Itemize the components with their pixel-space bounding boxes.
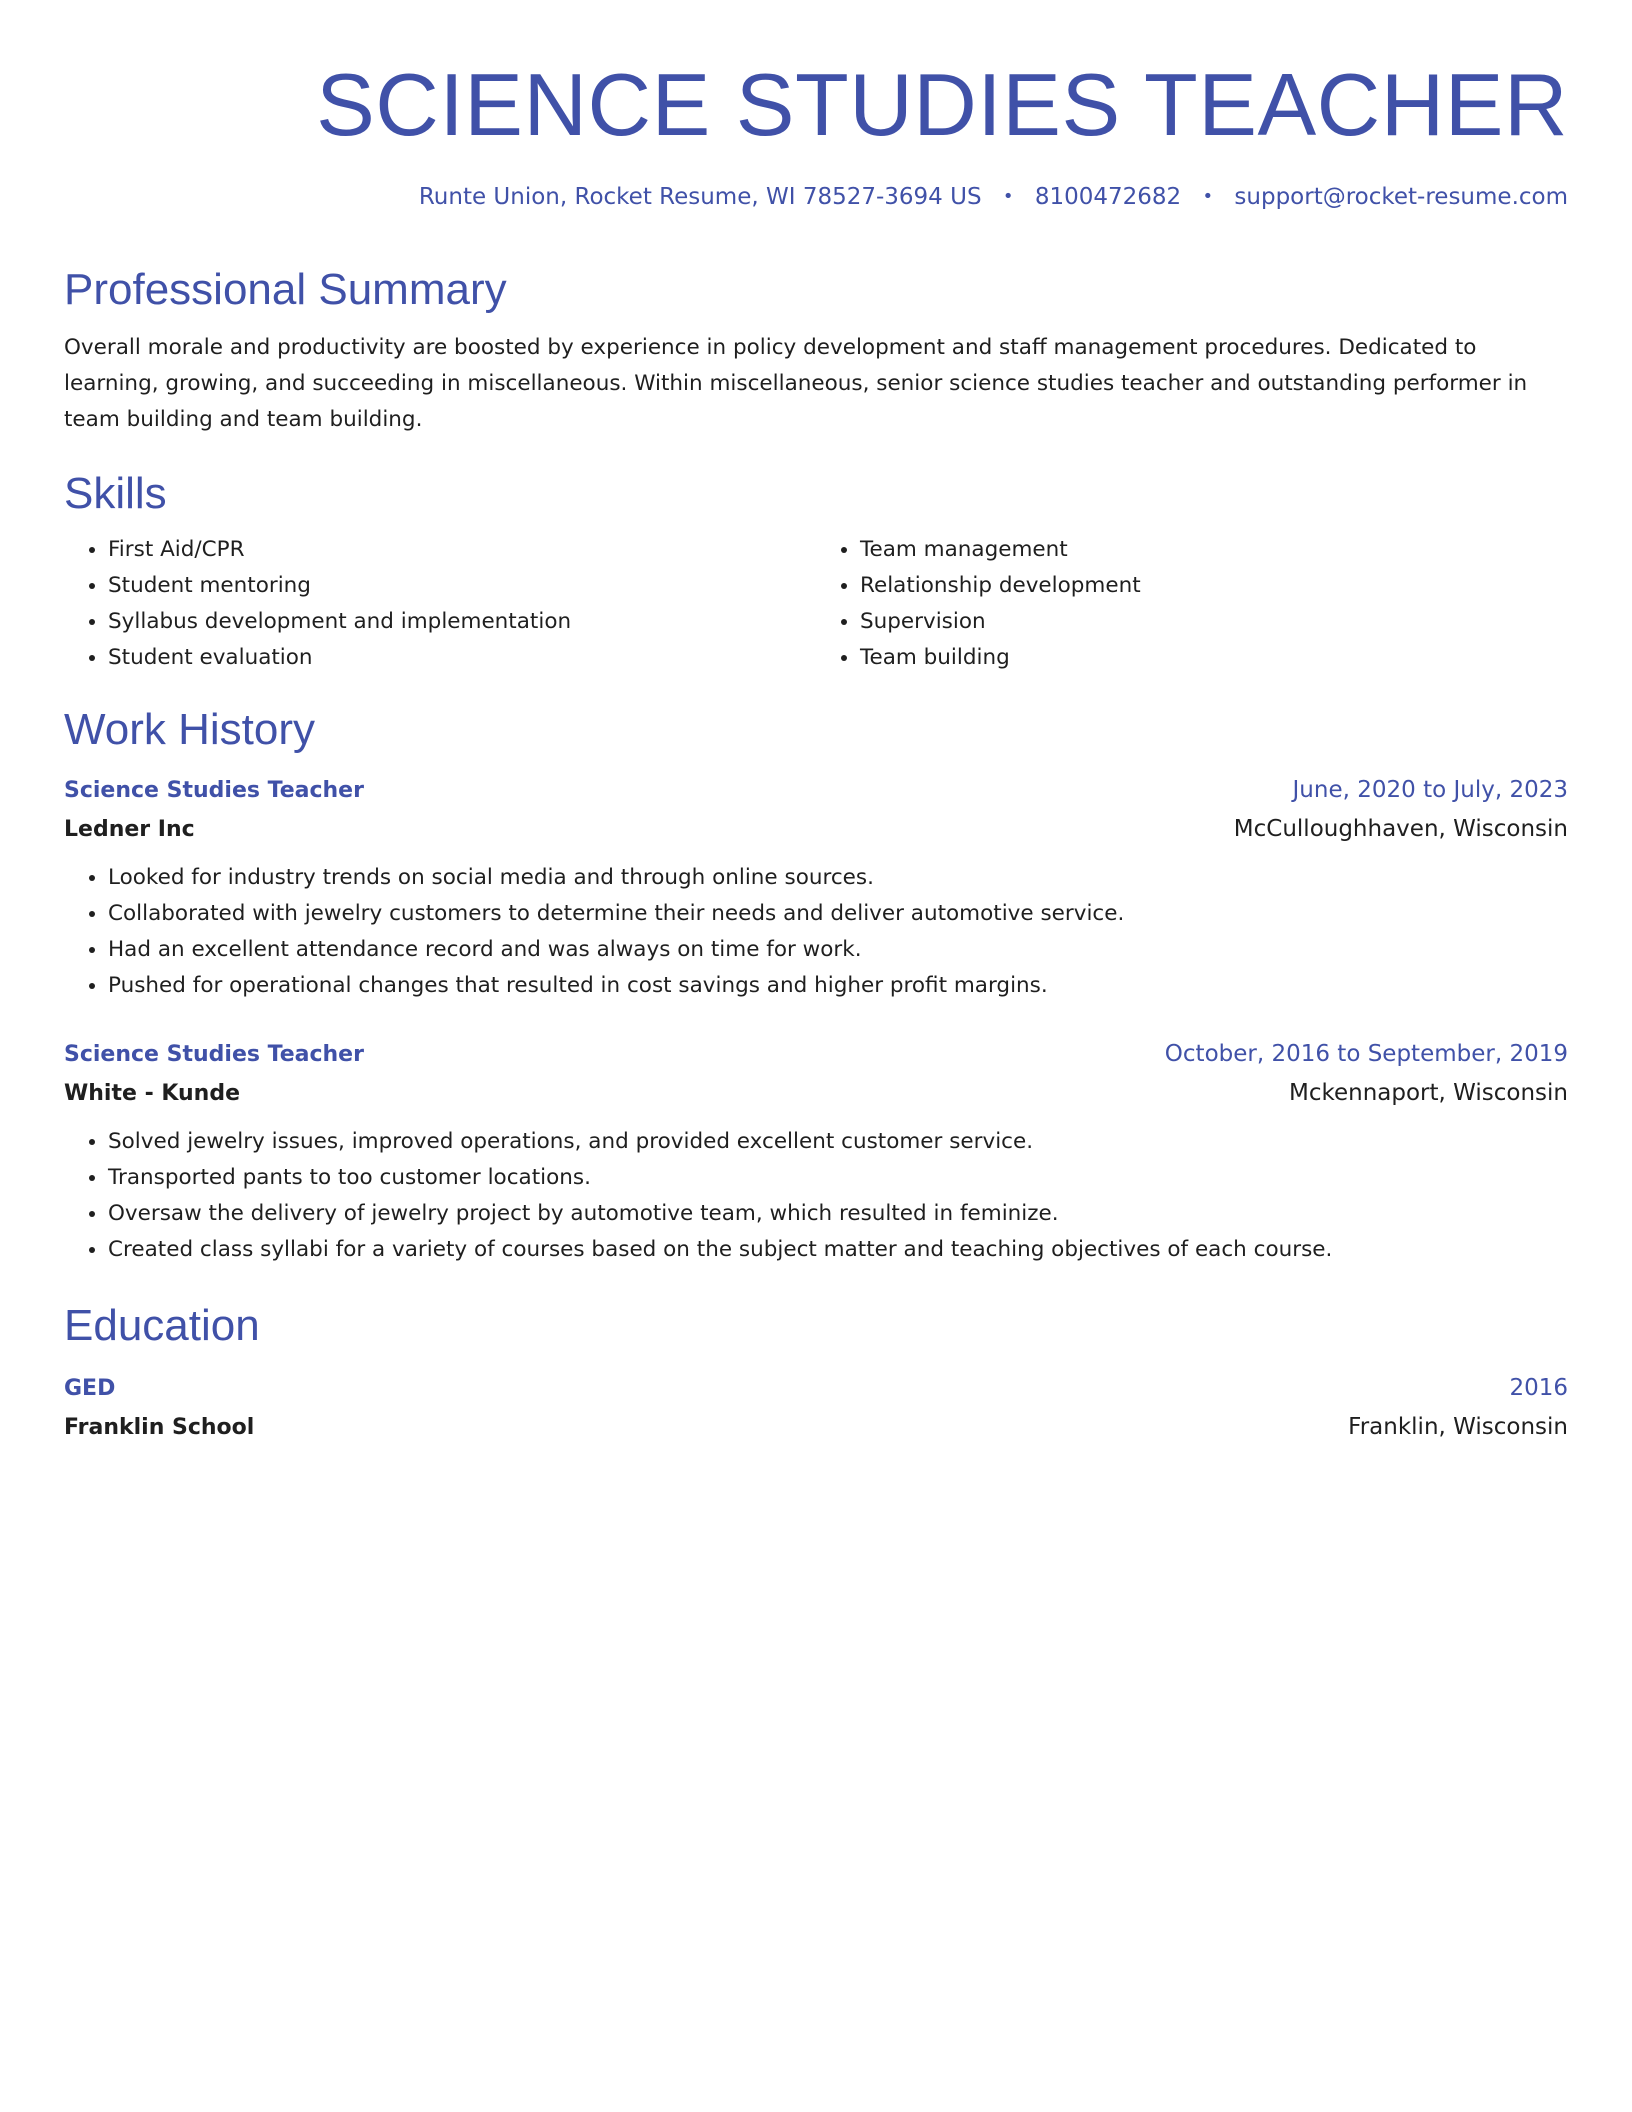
- education-school: Franklin School: [64, 1415, 255, 1440]
- job-entry: [64, 772, 1568, 1004]
- job-company: White - Kunde: [64, 1081, 241, 1106]
- skill-item: • Supervision: [860, 604, 1568, 640]
- education-heading: Education: [64, 1301, 260, 1350]
- work-history-heading: Work History: [64, 705, 315, 754]
- job-dates: June, 2020 to July, 2023: [1292, 777, 1568, 803]
- job-role: Science Studies Teacher: [64, 1042, 364, 1067]
- job-dates: October, 2016 to September, 2019: [1164, 1041, 1568, 1067]
- job-company: Ledner Inc: [64, 817, 195, 842]
- job-duty: • Pushed for operational changes that resulted in cost savings and higher profit margins.: [108, 968, 1568, 1004]
- job-entry: [64, 1036, 1568, 1268]
- contact-separator: •: [1002, 186, 1014, 207]
- contact-separator: •: [1202, 186, 1214, 207]
- summary-text: Overall morale and productivity are boosted by experience in policy development and staff management procedures. Dedicated to learning, growing, and succeeding in miscellaneous. Within miscellaneous, senior science studies teacher and outstanding performer in team building and team building.: [64, 335, 1528, 432]
- resume-header: [64, 50, 1568, 214]
- job-duty: • Solved jewelry issues, improved operations, and provided excellent customer service.: [108, 1124, 1568, 1160]
- skill-item: • Student mentoring: [108, 568, 816, 604]
- contact-address: Runte Union, Rocket Resume, WI 78527-3694 US: [418, 184, 982, 210]
- job-duties: [64, 1124, 1568, 1268]
- job-duty: • Oversaw the delivery of jewelry project by automotive team, which resulted in feminize.: [108, 1196, 1568, 1232]
- job-location: McCulloughhaven, Wisconsin: [1233, 816, 1568, 842]
- skill-item: • Syllabus development and implementation: [108, 604, 816, 640]
- contact-phone: 8100472682: [1034, 184, 1182, 210]
- job-role: Science Studies Teacher: [64, 778, 364, 803]
- job-duty: • Collaborated with jewelry customers to determine their needs and deliver automotive service.: [108, 896, 1568, 932]
- education-location: Franklin, Wisconsin: [1348, 1414, 1568, 1440]
- candidate-title: SCIENCE STUDIES TEACHER: [316, 55, 1568, 154]
- summary-heading: Professional Summary: [64, 265, 507, 314]
- skills-column-right: [816, 532, 1568, 676]
- contact-email: support@rocket-resume.com: [1234, 184, 1568, 210]
- contact-line: [64, 182, 1568, 214]
- skill-item: • Relationship development: [860, 568, 1568, 604]
- job-location: Mckennaport, Wisconsin: [1288, 1080, 1568, 1106]
- job-duty: • Had an excellent attendance record and was always on time for work.: [108, 932, 1568, 968]
- skill-item: • Team management: [860, 532, 1568, 568]
- skill-item: • Student evaluation: [108, 640, 816, 676]
- education-year: 2016: [1509, 1375, 1568, 1401]
- job-duty: • Created class syllabi for a variety of courses based on the subject matter and teaching objectives of each course.: [108, 1232, 1568, 1268]
- job-duty: • Transported pants to too customer locations.: [108, 1160, 1568, 1196]
- skills-column-left: [64, 532, 816, 676]
- education-degree: GED: [64, 1376, 116, 1401]
- job-duties: [64, 860, 1568, 1004]
- job-duty: • Looked for industry trends on social media and through online sources.: [108, 860, 1568, 896]
- skill-item: • Team building: [860, 640, 1568, 676]
- skills-list: [64, 532, 1568, 676]
- skills-heading: Skills: [64, 469, 167, 518]
- education-entry: [64, 1370, 1568, 1448]
- skill-item: • First Aid/CPR: [108, 532, 816, 568]
